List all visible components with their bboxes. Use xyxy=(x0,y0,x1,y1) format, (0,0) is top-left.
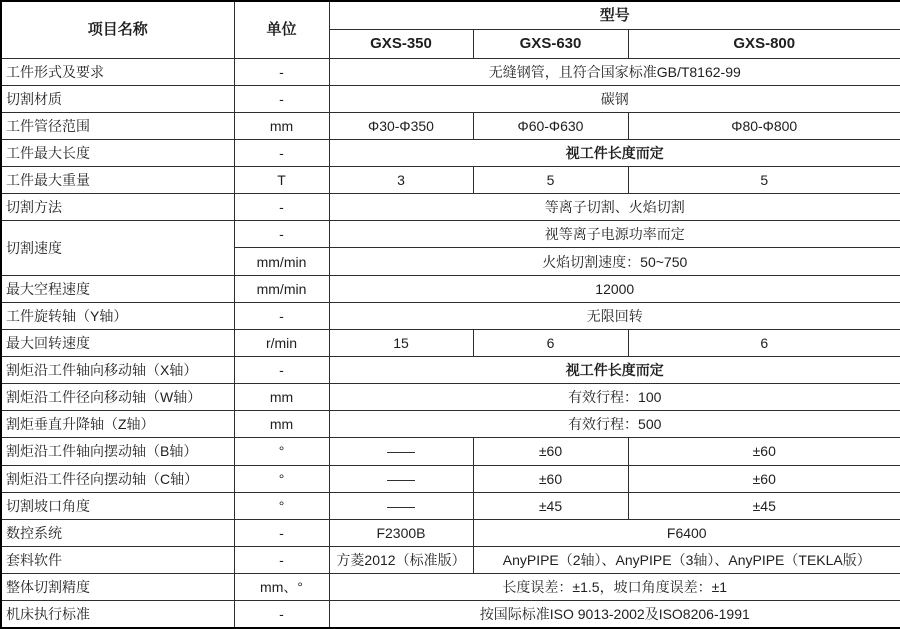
unit-cell: mm/min xyxy=(234,275,329,302)
unit-cell: mm xyxy=(234,112,329,139)
value-cell: 3 xyxy=(329,167,473,194)
row-label: 套料软件 xyxy=(1,547,234,574)
unit-cell: - xyxy=(234,221,329,248)
value-cell: F2300B xyxy=(329,519,473,546)
table-row xyxy=(1,329,900,356)
row-label: 切割坡口角度 xyxy=(1,492,234,519)
header-model-gxs630: GXS-630 xyxy=(473,29,628,58)
value-cell: 视工件长度而定 xyxy=(329,357,900,384)
unit-cell: - xyxy=(234,357,329,384)
table-row xyxy=(1,547,900,574)
value-cell: 视工件长度而定 xyxy=(329,139,900,166)
value-cell: ±45 xyxy=(628,492,900,519)
unit-cell: - xyxy=(234,601,329,628)
value-cell: 无缝钢管，且符合国家标准GB/T8162-99 xyxy=(329,58,900,85)
value-cell: 碳钢 xyxy=(329,85,900,112)
unit-cell: - xyxy=(234,302,329,329)
value-cell: 6 xyxy=(473,329,628,356)
row-label: 工件最大长度 xyxy=(1,139,234,166)
value-cell: Φ30-Φ350 xyxy=(329,112,473,139)
table-row xyxy=(1,221,900,248)
value-cell: 15 xyxy=(329,329,473,356)
unit-cell: - xyxy=(234,58,329,85)
value-cell: 5 xyxy=(628,167,900,194)
table-row xyxy=(1,357,900,384)
unit-cell: mm/min xyxy=(234,248,329,275)
unit-cell: - xyxy=(234,139,329,166)
table-row xyxy=(1,302,900,329)
table-row xyxy=(1,492,900,519)
row-label: 机床执行标准 xyxy=(1,601,234,628)
row-label: 切割材质 xyxy=(1,85,234,112)
value-cell: ±60 xyxy=(473,465,628,492)
row-label: 切割速度 xyxy=(1,221,234,275)
value-cell: Φ60-Φ630 xyxy=(473,112,628,139)
row-label: 割炬沿工件轴向摆动轴（B轴） xyxy=(1,438,234,465)
unit-cell: mm xyxy=(234,411,329,438)
value-cell: 有效行程：500 xyxy=(329,411,900,438)
header-unit: 单位 xyxy=(234,1,329,58)
row-label: 割炬垂直升降轴（Z轴） xyxy=(1,411,234,438)
unit-cell: ° xyxy=(234,465,329,492)
table-row xyxy=(1,465,900,492)
unit-cell: - xyxy=(234,519,329,546)
row-label: 切割方法 xyxy=(1,194,234,221)
table-row xyxy=(1,601,900,628)
table-row xyxy=(1,275,900,302)
header-item-name: 项目名称 xyxy=(1,1,234,58)
value-cell: 火焰切割速度：50~750 xyxy=(329,248,900,275)
value-cell: 有效行程：100 xyxy=(329,384,900,411)
value-cell: ±60 xyxy=(628,438,900,465)
row-label: 最大空程速度 xyxy=(1,275,234,302)
value-cell: ±60 xyxy=(473,438,628,465)
unit-cell: ° xyxy=(234,438,329,465)
value-cell: Φ80-Φ800 xyxy=(628,112,900,139)
table-row xyxy=(1,438,900,465)
header-model-gxs800: GXS-800 xyxy=(628,29,900,58)
unit-cell: - xyxy=(234,194,329,221)
value-cell: —— xyxy=(329,465,473,492)
value-cell: AnyPIPE（2轴）、AnyPIPE（3轴）、AnyPIPE（TEKLA版） xyxy=(473,547,900,574)
row-label: 工件旋转轴（Y轴） xyxy=(1,302,234,329)
value-cell: —— xyxy=(329,438,473,465)
table-row xyxy=(1,112,900,139)
row-label: 割炬沿工件径向移动轴（W轴） xyxy=(1,384,234,411)
row-label: 工件管径范围 xyxy=(1,112,234,139)
unit-cell: - xyxy=(234,547,329,574)
table-row xyxy=(1,574,900,601)
unit-cell: mm、° xyxy=(234,574,329,601)
unit-cell: mm xyxy=(234,384,329,411)
value-cell: 无限回转 xyxy=(329,302,900,329)
value-cell: 12000 xyxy=(329,275,900,302)
value-cell: 5 xyxy=(473,167,628,194)
table-row xyxy=(1,139,900,166)
table-row xyxy=(1,167,900,194)
table-row xyxy=(1,384,900,411)
value-cell: ±45 xyxy=(473,492,628,519)
value-cell: 6 xyxy=(628,329,900,356)
unit-cell: r/min xyxy=(234,329,329,356)
value-cell: 视等离子电源功率而定 xyxy=(329,221,900,248)
table-row xyxy=(1,519,900,546)
value-cell: ±60 xyxy=(628,465,900,492)
table-row xyxy=(1,411,900,438)
row-label: 割炬沿工件轴向移动轴（X轴） xyxy=(1,357,234,384)
row-label: 割炬沿工件径向摆动轴（C轴） xyxy=(1,465,234,492)
value-cell: 按国际标准ISO 9013-2002及ISO8206-1991 xyxy=(329,601,900,628)
value-cell: 长度误差：±1.5，坡口角度误差：±1 xyxy=(329,574,900,601)
header-model: 型号 xyxy=(329,1,900,29)
row-label: 最大回转速度 xyxy=(1,329,234,356)
row-label: 数控系统 xyxy=(1,519,234,546)
unit-cell: ° xyxy=(234,492,329,519)
unit-cell: T xyxy=(234,167,329,194)
table-row xyxy=(1,58,900,85)
spec-table-body xyxy=(1,58,900,628)
row-label: 整体切割精度 xyxy=(1,574,234,601)
row-label: 工件最大重量 xyxy=(1,167,234,194)
table-row xyxy=(1,85,900,112)
value-cell: —— xyxy=(329,492,473,519)
unit-cell: - xyxy=(234,85,329,112)
row-label: 工件形式及要求 xyxy=(1,58,234,85)
table-row xyxy=(1,194,900,221)
spec-table-header xyxy=(1,1,900,58)
value-cell: 方菱2012（标准版） xyxy=(329,547,473,574)
header-row-top xyxy=(1,1,900,29)
header-model-gxs350: GXS-350 xyxy=(329,29,473,58)
value-cell: F6400 xyxy=(473,519,900,546)
value-cell: 等离子切割、火焰切割 xyxy=(329,194,900,221)
